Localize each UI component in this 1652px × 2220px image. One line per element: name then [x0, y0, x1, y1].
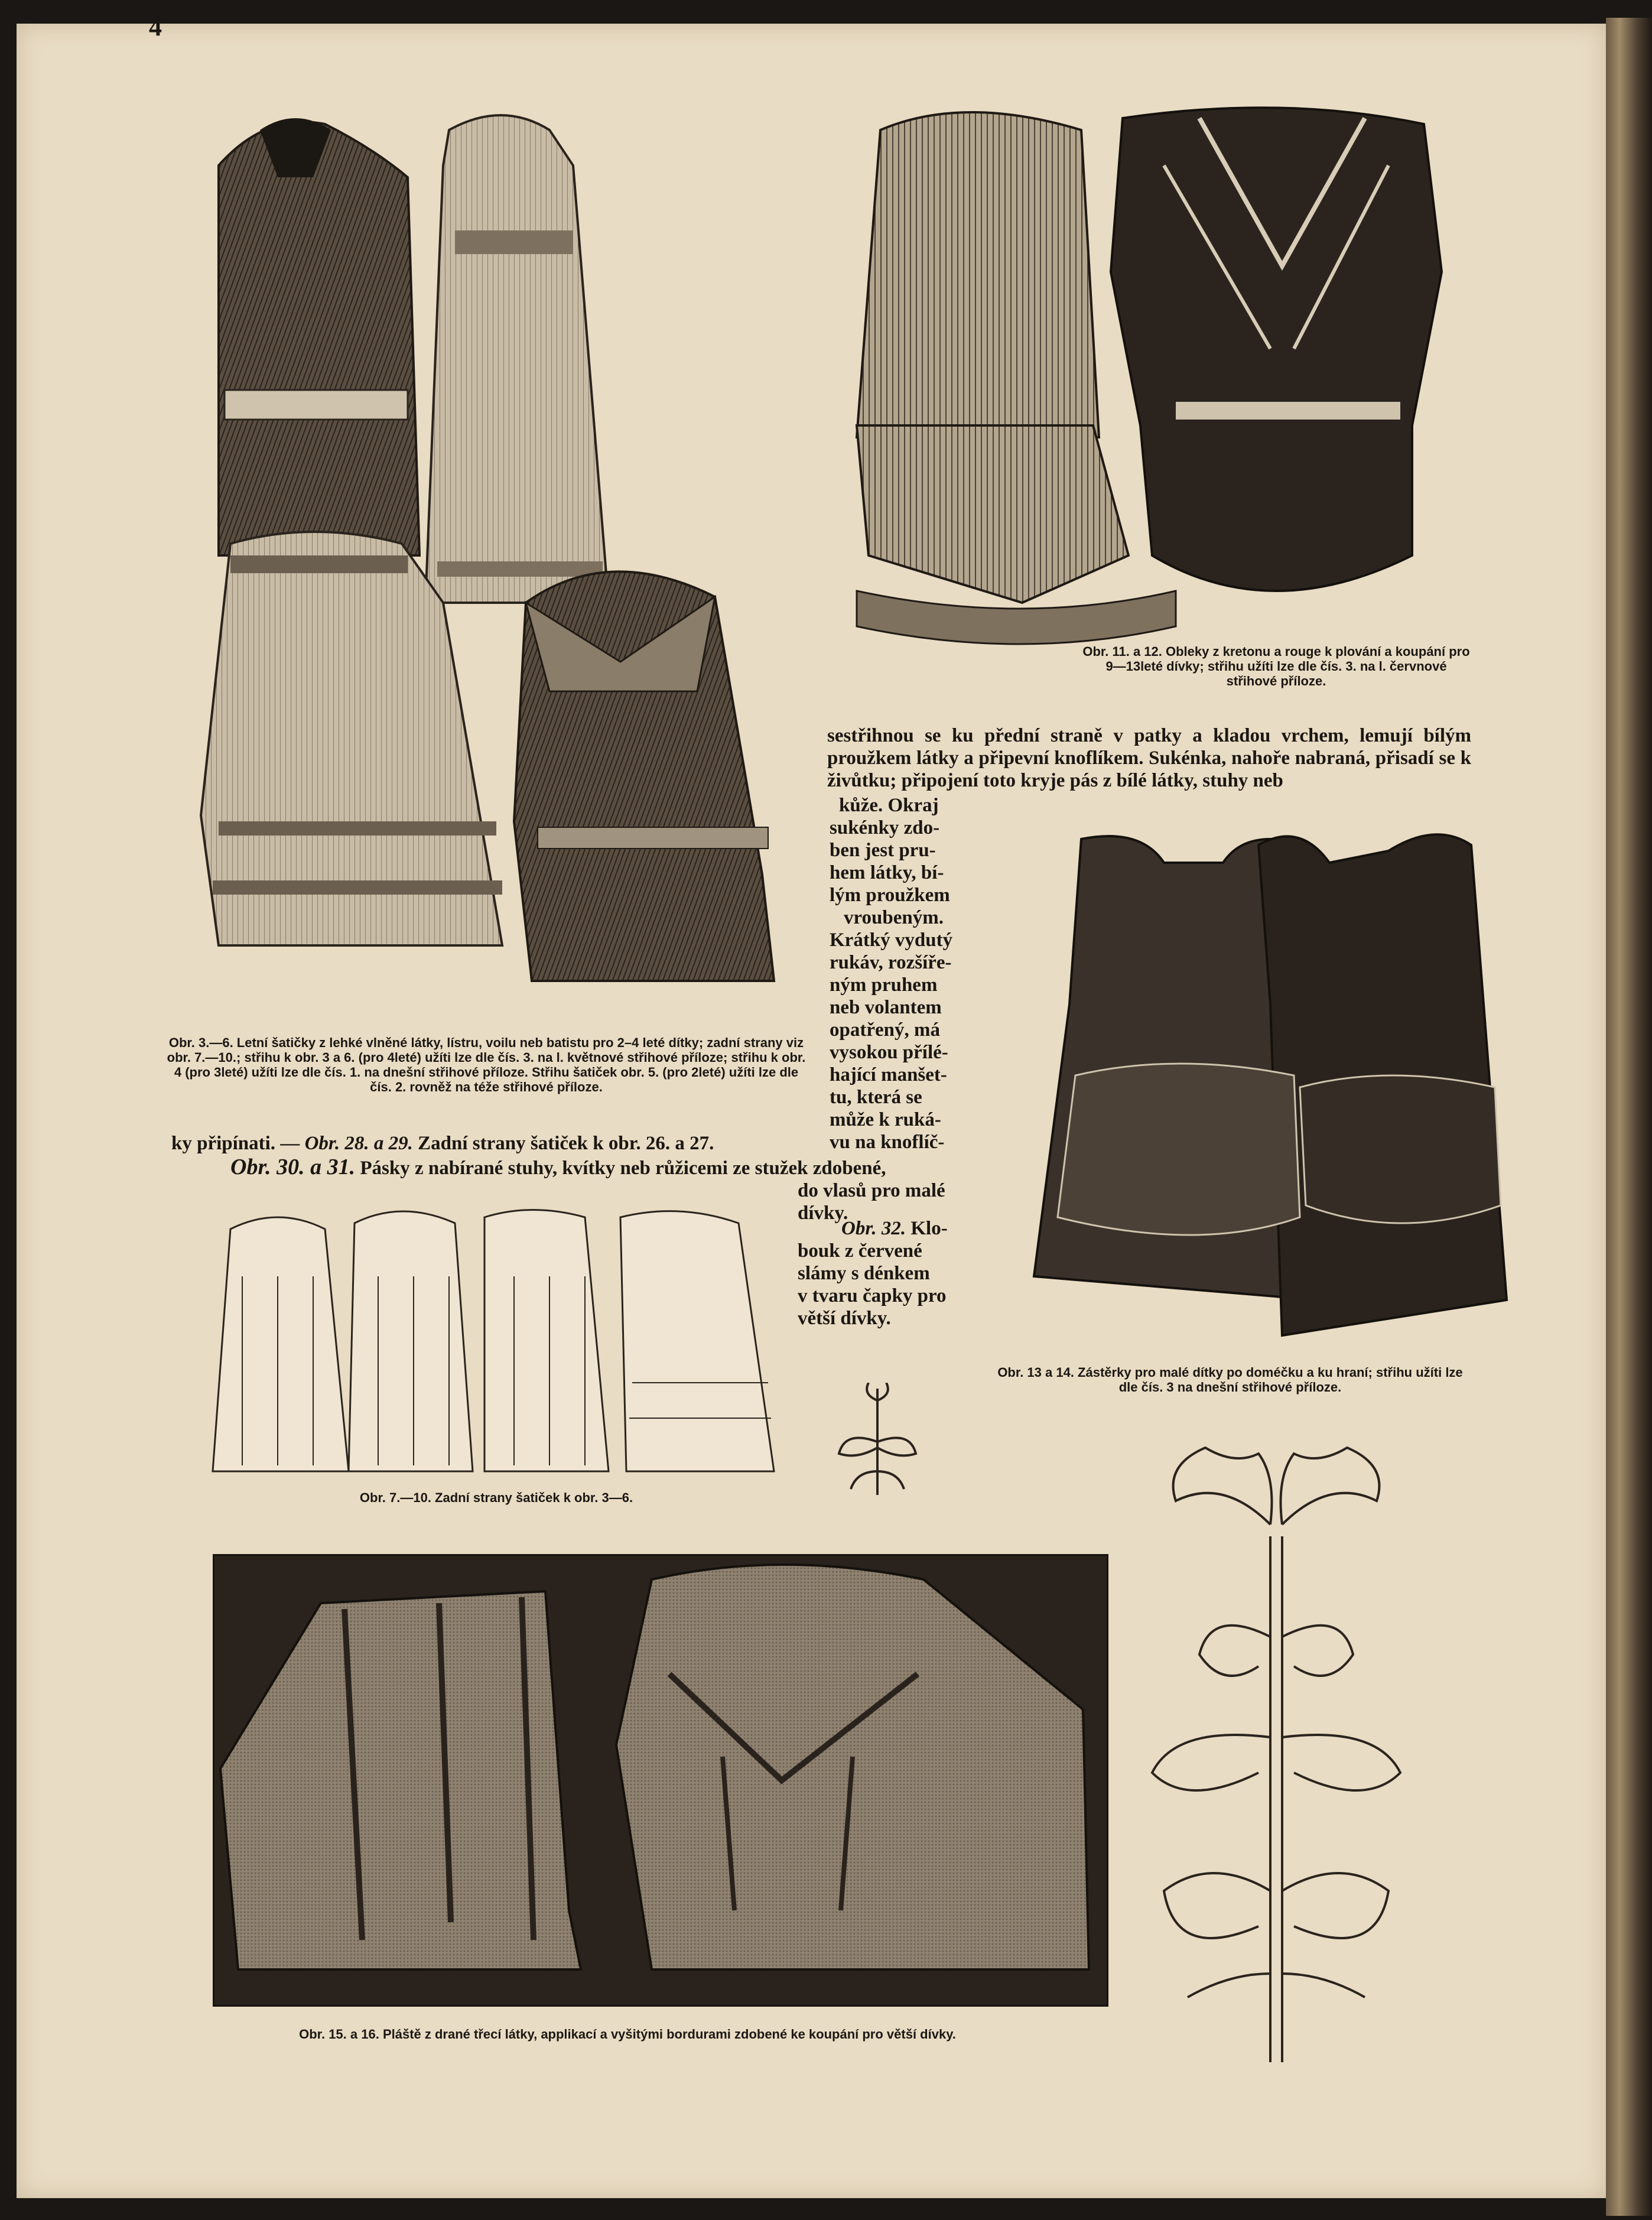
side-line: dívky. — [798, 1202, 848, 1224]
column-line: tu, která se — [830, 1087, 922, 1108]
column-line: sukénky zdo- — [830, 817, 940, 838]
caption-obr-11-12: Obr. 11. a 12. Obleky z kretonu a rouge k plování a koupání pro 9—13leté dívky; střihu užíti lze dle čís. 3. na l. červnové střihové příloze. — [1082, 644, 1470, 688]
column-line: neb volantem — [830, 997, 942, 1018]
line-28-rest: Zadní strany šatiček k obr. 26. a 27. — [412, 1133, 714, 1154]
caption-obr-13-14: Obr. 13 a 14. Zástěrky pro malé dítky po doméčku a ku hraní; střihu užíti lze dle čís. 3 na dnešní střihové příloze. — [997, 1365, 1463, 1395]
line-28-text: ky připínati. — — [171, 1133, 305, 1154]
column-line: ným pruhem — [830, 974, 938, 996]
hat-line: bouk z červené — [798, 1240, 922, 1262]
small-embroidery-motif — [833, 1383, 922, 1501]
line-30-italic: Obr. 30. a 31. — [230, 1155, 356, 1179]
side-text-hat — [798, 1217, 975, 1330]
line-obr-28-29 — [171, 1132, 821, 1155]
line-30-rest: Pásky z nabírané stuhy, kvítky neb růžicemi ze stužek zdobené, — [355, 1158, 886, 1179]
column-line: může k ruká- — [830, 1109, 941, 1130]
column-text — [830, 794, 977, 1153]
bathing-suits-photo — [845, 95, 1477, 662]
caption-obr-3-6: Obr. 3.—6. Letní šatičky z lehké vlněné látky, lístru, voilu neb batistu pro 2–4 leté dítky; zadní strany viz obr. 7.—10.; střihu k obr. 3 a 6. (pro 4leté) užíti lze dle čís. 3. na l. květnové střihové příloze; střihu k obr. 4 (pro 3leté) užíti lze dle čís. 1. na dnešní střihové příloze. Střihu šatiček obr. 5. (pro 2leté) užíti lze dle čís. 2. rovněž na téže střihové příloze. — [167, 1035, 806, 1094]
bathing-capes-photo — [213, 1554, 1108, 2007]
dresses-back-line-drawing — [207, 1205, 798, 1477]
caption-obr-15-16: Obr. 15. a 16. Pláště z drané třecí látky, applikací a vyšitými bordurami zdobené ke koupání pro větší dívky. — [299, 2027, 956, 2042]
column-line: rukáv, rozšíře- — [830, 952, 952, 973]
page-number: 4 — [149, 12, 162, 41]
column-line: lým proužkem — [830, 885, 950, 906]
column-line: kůže. Okraj — [839, 795, 939, 816]
line-obr-30-31 — [230, 1156, 999, 1179]
paragraph-top: sestřihnou se ku přední straně v patky a kladou vrchem, lemují bílým proužkem látky a připevní knoflíkem. Sukénka, nahoře nabraná, přisadí se k živůtku; připojení toto kryje pás z bílé látky, stuhy neb — [827, 725, 1471, 791]
page-edge — [1606, 18, 1652, 2216]
floral-embroidery-pattern — [1140, 1442, 1412, 2068]
hat-line: v tvaru čapky pro — [798, 1285, 947, 1306]
obr32-italic: Obr. 32. — [841, 1218, 906, 1239]
column-line: vysokou přílé- — [830, 1042, 948, 1063]
line-28-italic: Obr. 28. a 29. — [304, 1133, 413, 1154]
hat-line: větší dívky. — [798, 1308, 891, 1329]
column-line: vroubeným. — [844, 907, 944, 928]
caption-obr-7-10: Obr. 7.—10. Zadní strany šatiček k obr. 3—6. — [359, 1490, 633, 1505]
column-line: opatřený, má — [830, 1019, 940, 1041]
hat-line: Klo- — [906, 1218, 948, 1239]
side-line: do vlasů pro malé — [798, 1180, 945, 1201]
column-line: hem látky, bí- — [830, 862, 944, 883]
column-line: ben jest pru- — [830, 840, 936, 861]
column-line: vu na knoflíč- — [830, 1132, 945, 1153]
dresses-front-engraving — [195, 95, 809, 1016]
aprons-photo — [1022, 827, 1513, 1347]
hat-line: slámy s dénkem — [798, 1263, 930, 1284]
hat-line-first — [798, 1217, 975, 1240]
column-line: Krátký vydutý — [830, 929, 953, 951]
column-line: hající manšet- — [830, 1064, 947, 1085]
